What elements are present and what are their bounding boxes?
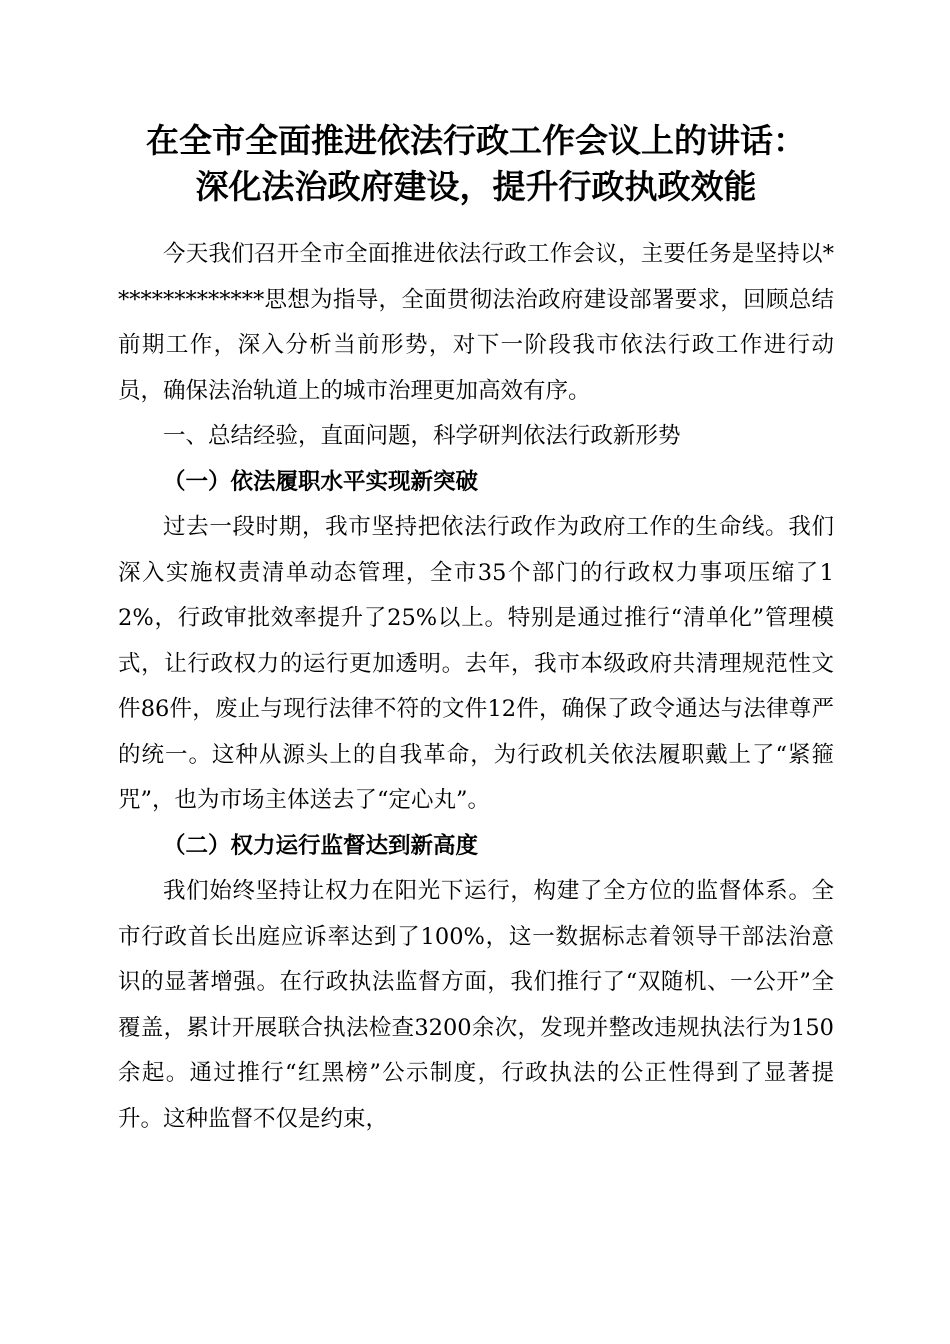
document-body xyxy=(118,232,834,1142)
title-line-2: 深化法治政府建设，提升行政执政效能 xyxy=(195,167,757,206)
subsection-1-paragraph: 过去一段时期，我市坚持把依法行政作为政府工作的生命线。我们深入实施权责清单动态管理，全市35个部门的行政权力事项压缩了12%，行政审批效率提升了25%以上。特别是通过推行“清单化”管理模式，让行政权力的运行更加透明。去年，我市本级政府共清理规范性文件86件，废止与现行法律不符的文件12件，确保了政令通达与法律尊严的统一。这种从源头上的自我革命，为行政机关依法履职戴上了“紧箍咒”，也为市场主体送去了“定心丸”。 xyxy=(118,514,834,813)
title-line-1: 在全市全面推进依法行政工作会议上的讲话： xyxy=(146,121,806,160)
document-page xyxy=(118,118,834,1142)
subsection-2-heading: （二）权力运行监督达到新高度 xyxy=(163,832,479,859)
subsection-2-paragraph: 我们始终坚持让权力在阳光下运行，构建了全方位的监督体系。全市行政首长出庭应诉率达到了100%，这一数据标志着领导干部法治意识的显著增强。在行政执法监督方面，我们推行了“双随机、一公开”全覆盖，累计开展联合执法检查3200余次，发现并整改违规执法行为150余起。通过推行“红黑榜”公示制度，行政执法的公正性得到了显著提升。这种监督不仅是约束， xyxy=(118,878,834,1132)
document-title xyxy=(118,118,834,210)
subsection-1-heading: （一）依法履职水平实现新突破 xyxy=(163,468,479,495)
section-1-heading: 一、总结经验，直面问题，科学研判依法行政新形势 xyxy=(163,423,681,449)
intro-paragraph: 今天我们召开全市全面推进依法行政工作会议，主要任务是坚持以**************思想为指导，全面贯彻法治政府建设部署要求，回顾总结前期工作，深入分析当前形势，对下一阶段我市依法行政工作进行动员，确保法治轨道上的城市治理更加高效有序。 xyxy=(118,241,834,404)
